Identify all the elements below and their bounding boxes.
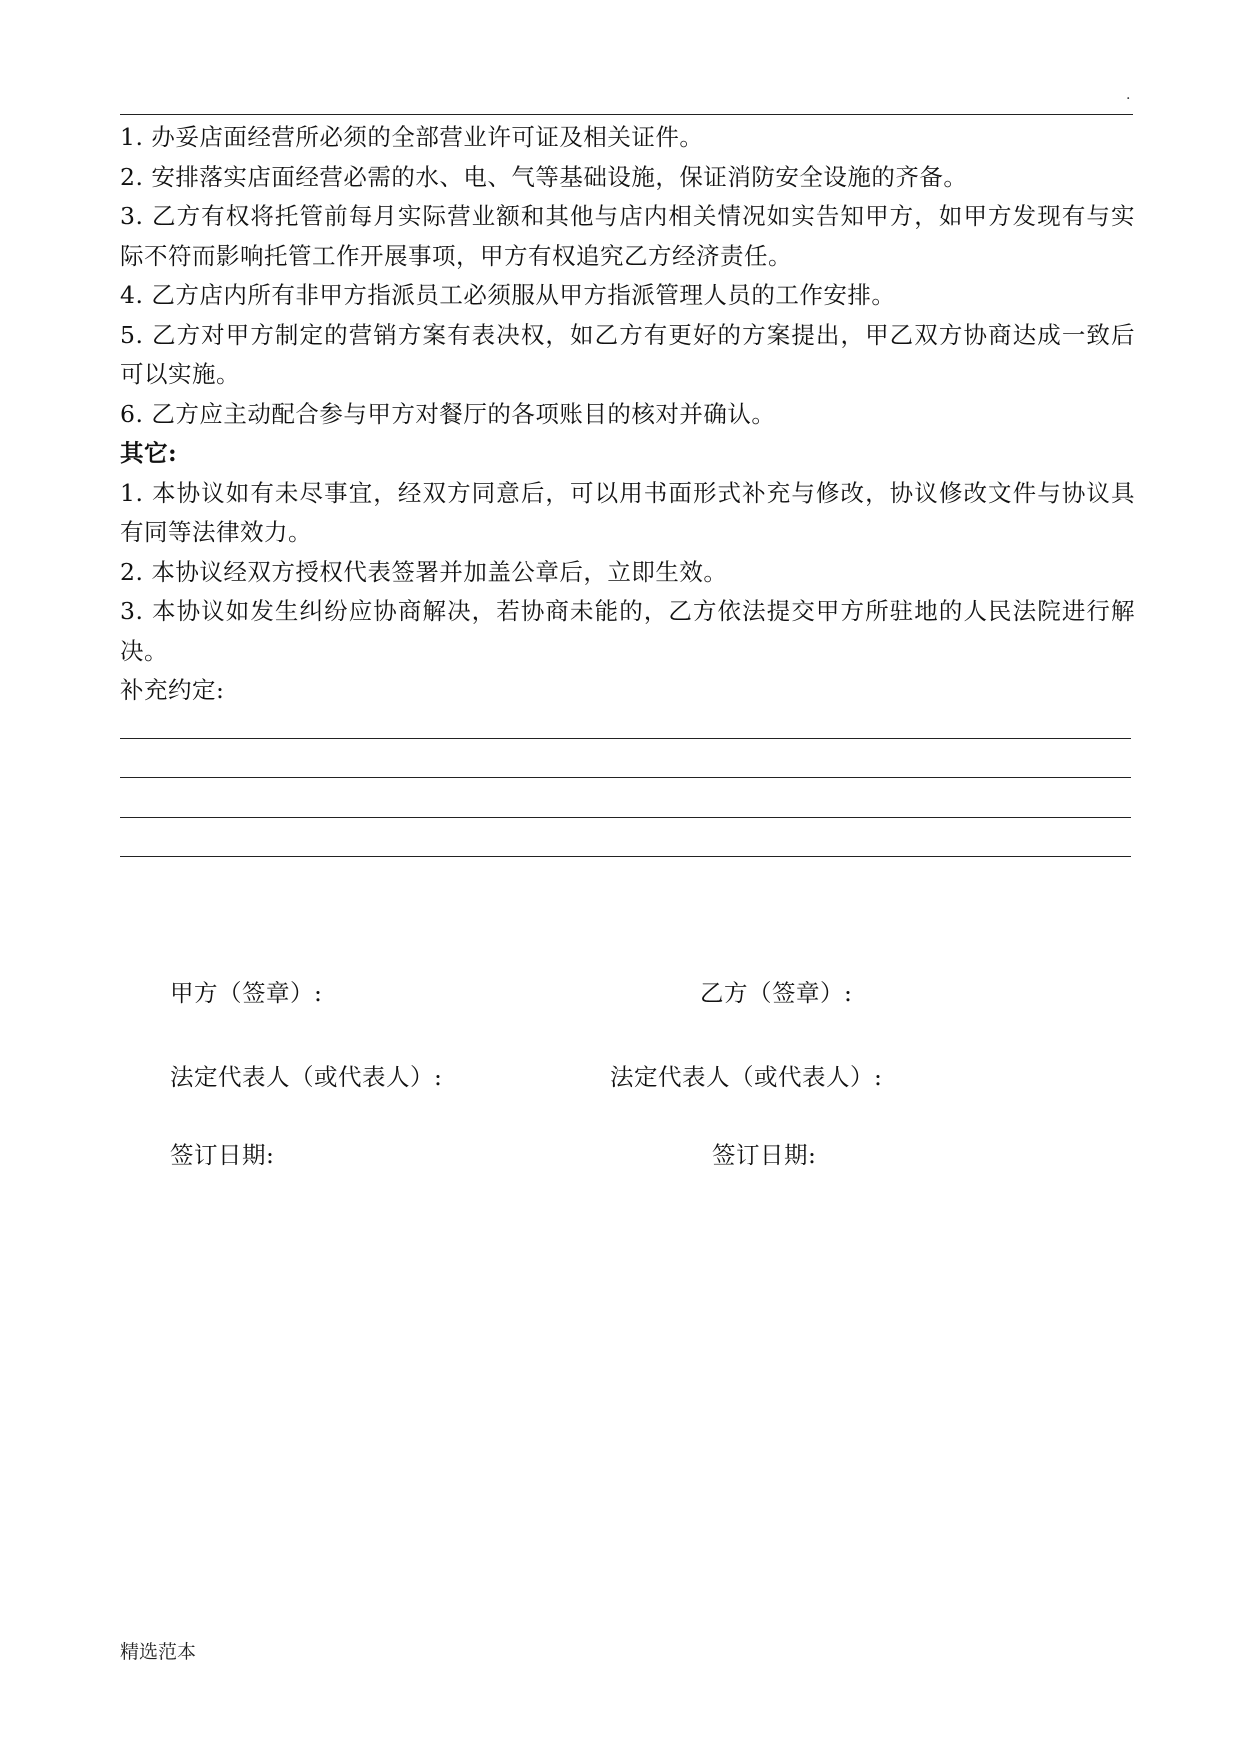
supplement-fill-line bbox=[120, 829, 1135, 869]
document-body bbox=[120, 118, 1135, 869]
supplement-fill-line bbox=[120, 790, 1135, 830]
duty-item-5: 5. 乙方对甲方制定的营销方案有表决权，如乙方有更好的方案提出，甲乙双方协商达成一致后可以实施。 bbox=[120, 320, 1135, 388]
party-b-date-label: 签订日期: bbox=[712, 1141, 817, 1169]
header-mark: . bbox=[1126, 87, 1131, 103]
supplement-fill-lines bbox=[120, 711, 1135, 869]
footer-text: 精选范本 bbox=[120, 1641, 197, 1663]
duty-item-1: 1. 办妥店面经营所必须的全部营业许可证及相关证件。 bbox=[120, 123, 704, 151]
duty-item-3: 3. 乙方有权将托管前每月实际营业额和其他与店内相关情况如实告知甲方，如甲方发现有与实际不符而影响托管工作开展事项，甲方有权追究乙方经济责任。 bbox=[120, 202, 1135, 270]
supplement-fill-line bbox=[120, 711, 1135, 751]
other-item-3: 3. 本协议如发生纠纷应协商解决，若协商未能的，乙方依法提交甲方所驻地的人民法院进行解决。 bbox=[120, 597, 1135, 665]
party-b-representative-label: 法定代表人（或代表人）: bbox=[610, 1063, 883, 1091]
party-b-seal-label: 乙方（签章）: bbox=[700, 979, 853, 1007]
other-item-2: 2. 本协议经双方授权代表签署并加盖公章后，立即生效。 bbox=[120, 557, 728, 586]
party-a-representative-label: 法定代表人（或代表人）: bbox=[170, 1063, 443, 1091]
supplement-label: 补充约定: bbox=[120, 676, 225, 704]
duty-item-2: 2. 安排落实店面经营必需的水、电、气等基础设施，保证消防安全设施的齐备。 bbox=[120, 162, 968, 191]
duty-item-6: 6. 乙方应主动配合参与甲方对餐厅的各项账目的核对并确认。 bbox=[120, 399, 776, 428]
supplement-fill-line bbox=[120, 750, 1135, 790]
party-a-seal-label: 甲方（签章）: bbox=[170, 979, 323, 1007]
header-rule bbox=[120, 114, 1133, 115]
party-a-date-label: 签订日期: bbox=[170, 1141, 275, 1169]
duty-item-4: 4. 乙方店内所有非甲方指派员工必须服从甲方指派管理人员的工作安排。 bbox=[120, 281, 896, 309]
other-item-1: 1. 本协议如有未尽事宜，经双方同意后，可以用书面形式补充与修改，协议修改文件与协议具有同等法律效力。 bbox=[120, 478, 1135, 546]
other-heading: 其它: bbox=[120, 439, 178, 467]
